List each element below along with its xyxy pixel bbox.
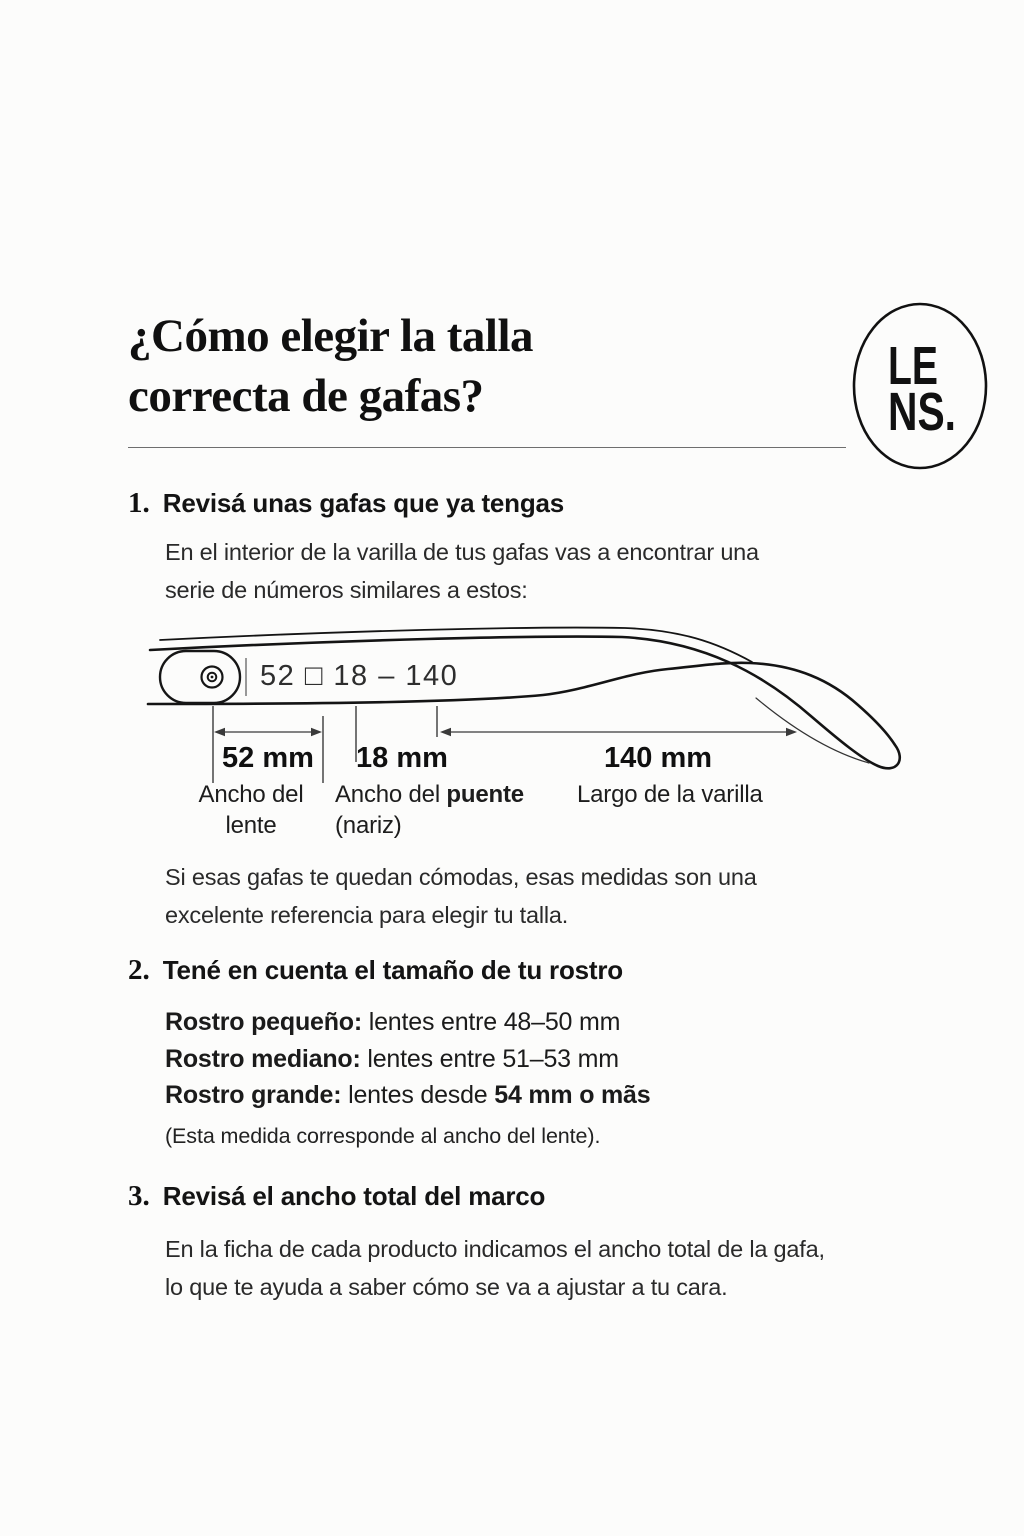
measurement-label-bridge (335, 779, 524, 841)
arrowhead-52-left (214, 728, 225, 737)
temple-engraving: 52 □ 18 – 140 (260, 660, 459, 692)
logo-text-line2: NS. (888, 382, 956, 442)
arrowhead-52-right (311, 728, 322, 737)
measurement-label-lens-line1: Ancho del (198, 781, 304, 808)
section3-number: 3. (128, 1180, 150, 1212)
arrowhead-140-left (440, 728, 451, 737)
face-medium-label: Rostro mediano: (165, 1044, 361, 1073)
section2-heading (128, 954, 623, 987)
section1-closing-line2: excelente referencia para elegir tu talla. (165, 902, 569, 928)
section2-number: 2. (128, 954, 150, 986)
section1-body-line1: En el interior de la varilla de tus gafas vas a encontrar una (165, 539, 759, 565)
face-small-label: Rostro pequeño: (165, 1008, 362, 1036)
list-item (165, 1004, 650, 1041)
section3-body-line2: lo que te ayuda a saber cómo se va a ajustar a tu cara. (165, 1274, 728, 1300)
measurement-value-temple: 140 mm (604, 742, 713, 774)
measurement-value-bridge: 18 mm (356, 742, 448, 774)
section1-body-line2: serie de números similares a estos: (165, 577, 528, 603)
face-large-range: lentes desde (341, 1081, 495, 1109)
list-item (165, 1077, 650, 1114)
hinge-endcap (160, 651, 240, 703)
face-large-range-bold: 54 mm o mãs (494, 1081, 651, 1109)
face-medium-range: lentes entre 51–53 mm (360, 1044, 619, 1073)
measurement-label-temple: Largo de la varilla (577, 781, 763, 808)
face-large-label: Rostro grande: (165, 1081, 342, 1109)
measurement-label-lens-line2: lente (225, 812, 277, 839)
logo-text-line1: LE (888, 336, 938, 396)
face-size-list (165, 1004, 650, 1114)
section1-heading (128, 487, 564, 520)
hook-inner-line (756, 698, 869, 763)
section1-body (165, 533, 759, 609)
page-title-line2: correcta de gafas? (128, 370, 484, 422)
measurement-label-lens (186, 779, 316, 841)
section2-heading-text: Tené en cuenta el tamaño de tu rostro (162, 955, 623, 985)
hinge-rivet-dot (211, 676, 214, 679)
measurement-label-bridge-line1 (335, 779, 524, 810)
title-divider (128, 447, 846, 448)
list-item (165, 1041, 650, 1078)
section3-heading (128, 1180, 545, 1213)
page-title (128, 306, 533, 426)
face-small-range: lentes entre 48–50 mm (362, 1008, 621, 1036)
lens-logo (848, 300, 998, 474)
measurement-label-bridge-bold: puente (446, 781, 524, 808)
section2-note: (Esta medida corresponde al ancho del lente). (165, 1124, 601, 1148)
page-title-line1: ¿Cómo elegir la talla (128, 310, 534, 362)
section3-body (165, 1230, 825, 1306)
measurement-value-lens: 52 mm (222, 742, 314, 774)
section3-body-line1: En la ficha de cada producto indicamos el ancho total de la gafa, (165, 1236, 825, 1262)
section1-closing (165, 858, 757, 934)
arrowhead-140-right (786, 728, 797, 737)
section3-heading-text: Revisá el ancho total del marco (162, 1181, 546, 1211)
section1-heading-text: Revisá unas gafas que ya tengas (162, 488, 565, 518)
section1-number: 1. (128, 487, 150, 519)
section1-closing-line1: Si esas gafas te quedan cómodas, esas medidas son una (165, 864, 757, 890)
measurement-label-bridge-prefix: Ancho del (335, 781, 447, 808)
measurement-label-bridge-line2: (nariz) (335, 812, 402, 839)
